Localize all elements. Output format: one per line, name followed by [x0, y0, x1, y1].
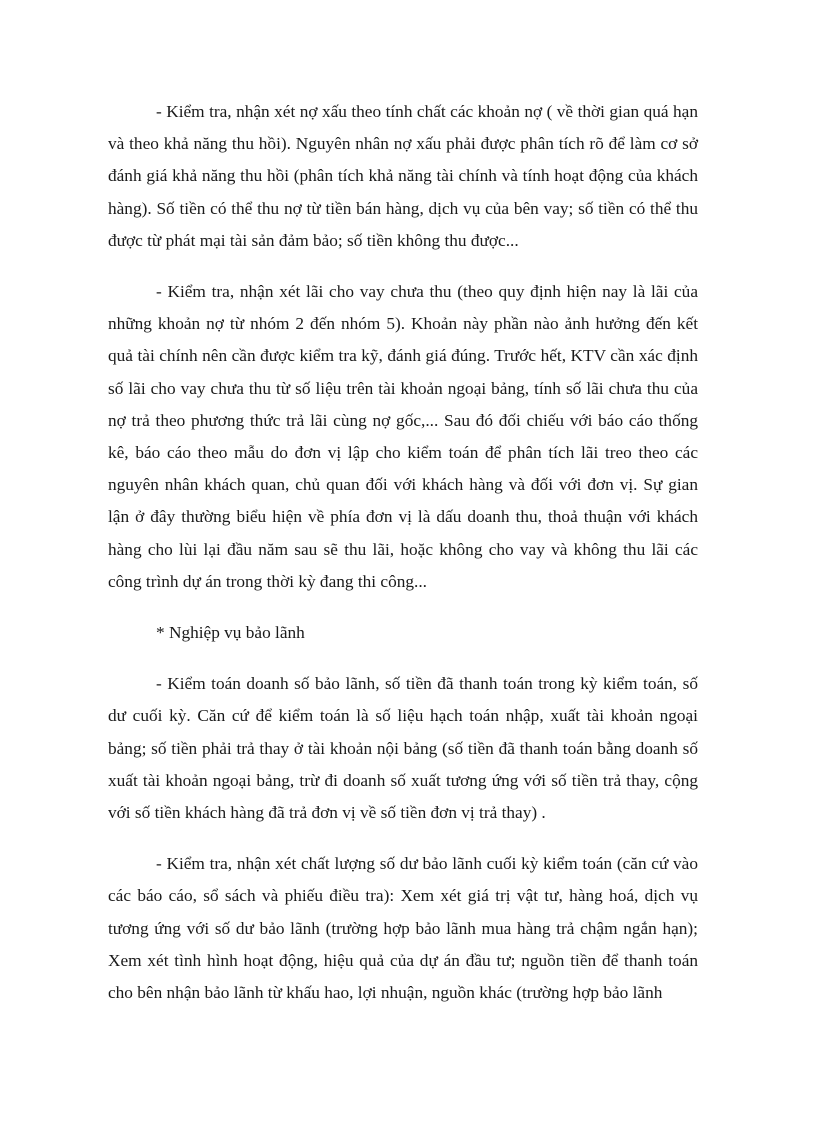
paragraph-unpaid-interest-review: - Kiểm tra, nhận xét lãi cho vay chưa thu (theo quy định hiện nay là lãi của những khoản nợ từ nhóm 2 đến nhóm 5). Khoản này phần nào ảnh hưởng đến kết quả tài chính nên cần được kiểm tra kỹ, đánh giá đúng. Trước hết, KTV cần xác định số lãi cho vay chưa thu từ số liệu trên tài khoản ngoại bảng, tính số lãi chưa thu của nợ trả theo phương thức trả lãi cùng nợ gốc,... Sau đó đối chiếu với báo cáo thống kê, báo cáo theo mẫu do đơn vị lập cho kiểm toán để phân tích lãi treo theo các nguyên nhân khách quan, chủ quan đối với khách hàng và đối với đơn vị. Sự gian lận ở đây thường biểu hiện về phía đơn vị là dấu doanh thu, thoả thuận với khách hàng cho lùi lại đầu năm sau sẽ thu lãi, hoặc không cho vay và không thu lãi các công trình dự án trong thời kỳ đang thi công... [108, 282, 698, 591]
document-body [108, 96, 698, 1028]
paragraph-guarantee-balance-quality: - Kiểm tra, nhận xét chất lượng số dư bảo lãnh cuối kỳ kiểm toán (căn cứ vào các báo cáo, sổ sách và phiếu điều tra): Xem xét giá trị vật tư, hàng hoá, dịch vụ tương ứng với số dư bảo lãnh (trường hợp bảo lãnh mua hàng trả chậm ngắn hạn); Xem xét tình hình hoạt động, hiệu quả của dự án đầu tư; nguồn tiền để thanh toán cho bên nhận bảo lãnh từ khấu hao, lợi nhuận, nguồn khác (trường hợp bảo lãnh [108, 854, 698, 1003]
section-heading-guarantee: * Nghiệp vụ bảo lãnh [156, 623, 305, 643]
paragraph-guarantee-turnover-audit: - Kiểm toán doanh số bảo lãnh, số tiền đã thanh toán trong kỳ kiểm toán, số dư cuối kỳ. Căn cứ để kiểm toán là số liệu hạch toán nhập, xuất tài khoản ngoại bảng; số tiền phải trả thay ở tài khoản nội bảng (số tiền đã thanh toán bằng doanh số xuất tài khoản ngoại bảng, trừ đi doanh số xuất tương ứng với số tiền trả thay, cộng với số tiền khách hàng đã trả đơn vị về số tiền đơn vị trả thay) . [108, 674, 698, 823]
paragraph-bad-debt-review: - Kiểm tra, nhận xét nợ xấu theo tính chất các khoản nợ ( về thời gian quá hạn và theo khả năng thu hồi). Nguyên nhân nợ xấu phải được phân tích rõ để làm cơ sở đánh giá khả năng thu hồi (phân tích khả năng tài chính và tính hoạt động của khách hàng). Số tiền có thể thu nợ từ tiền bán hàng, dịch vụ của bên vay; số tiền có thể thu được từ phát mại tài sản đảm bảo; số tiền không thu được... [108, 102, 698, 250]
